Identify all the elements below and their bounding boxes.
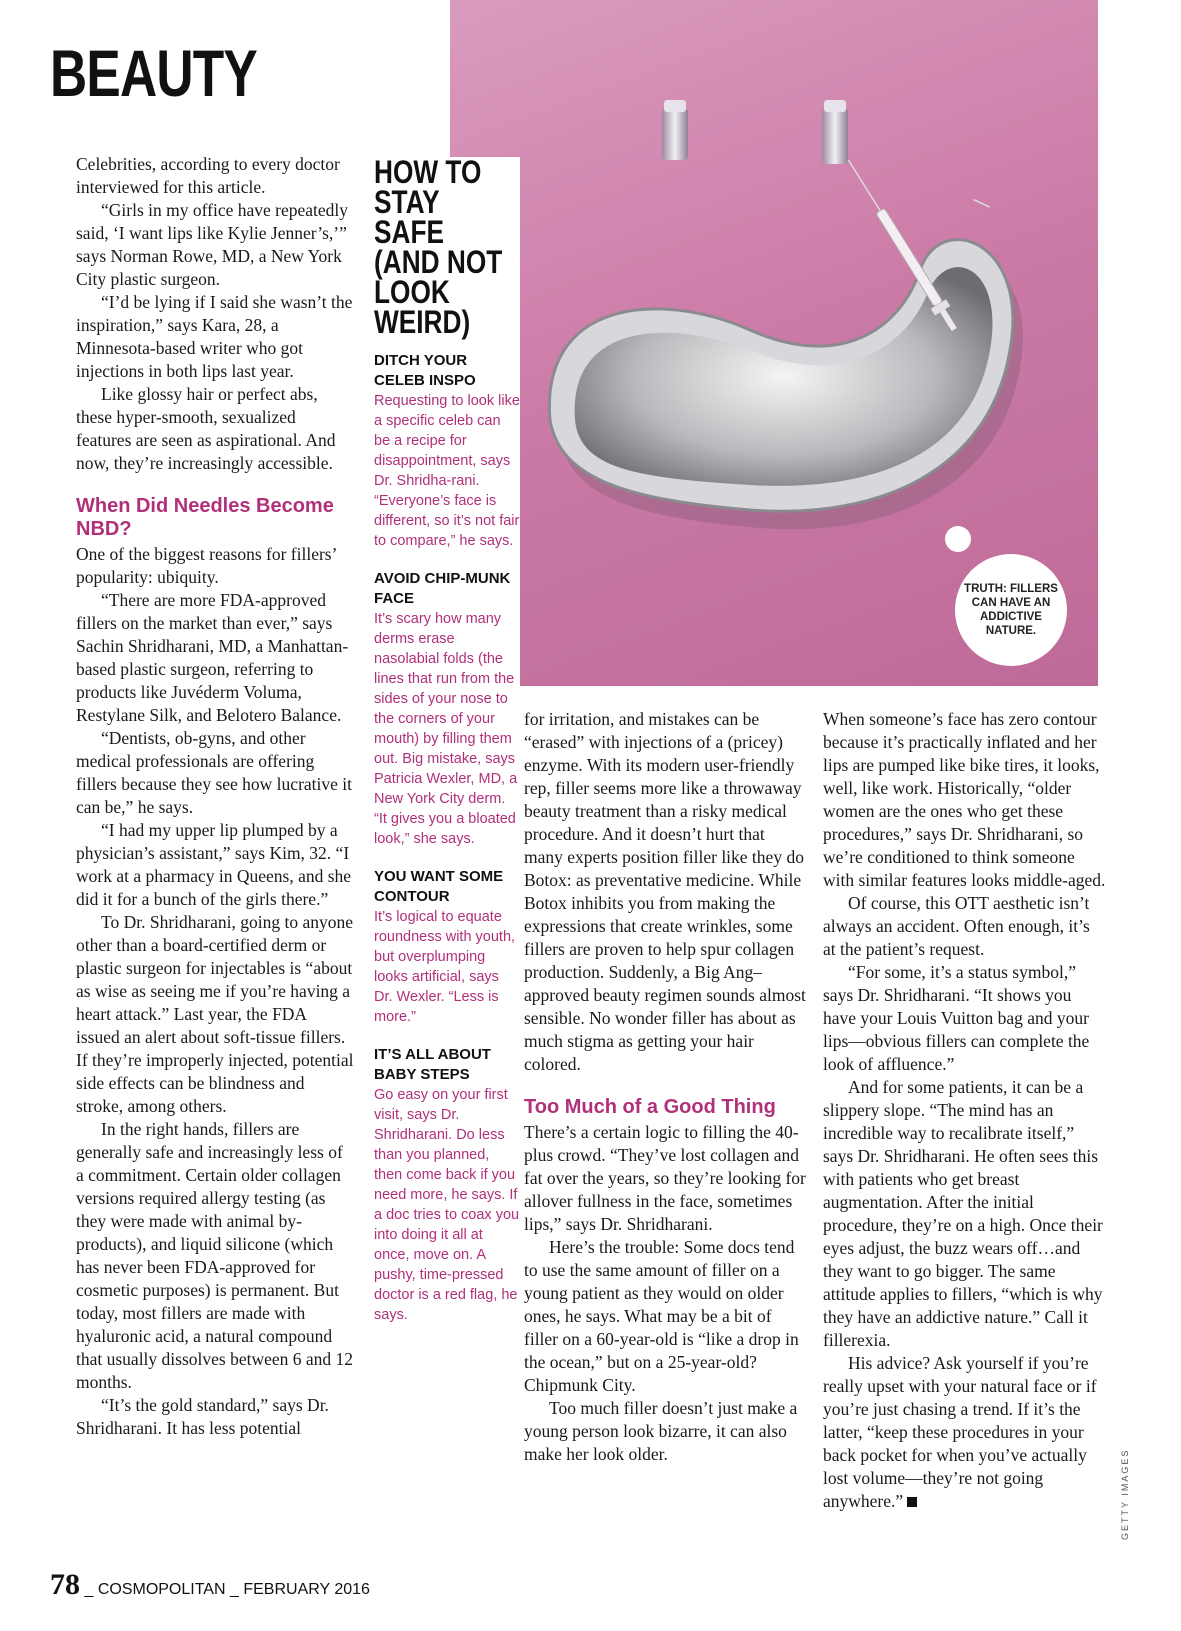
paragraph: “I’d be lying if I said she wasn’t the inspiration,” says Kara, 28, a Minnesota-based writer who got injections in both lips last year.: [76, 292, 353, 381]
vial-left: [662, 100, 688, 160]
article-column-4: [823, 708, 1106, 1513]
subheading: Too Much of a Good Thing: [524, 1096, 776, 1118]
paragraph: Here’s the trouble: Some docs tend to use the same amount of filler on a young patient as they would on older ones, he says. What may be a bit of filler on a 60-year-old is “like a drop in the ocean,” but on a 25-year-old? Chipmunk City.: [524, 1237, 799, 1395]
end-mark: [907, 1497, 917, 1507]
paragraph: In the right hands, fillers are generally safe and increasingly less of a commitment. Certain older collagen versions required allergy testing (as they were made with animal by-products), and liquid silicone (which has never been FDA-approved for cosmetic purposes) is permanent. But today, most fillers are made with hyaluronic acid, a natural compound that usually dissolves between 6 and 12 months.: [76, 1119, 354, 1392]
sidebar-item-heading: IT’S ALL ABOUT BABY STEPS: [374, 1046, 491, 1083]
paragraph: To Dr. Shridharani, going to anyone other than a board-certified derm or plastic surgeon for injectables is “about as wise as seeing me if you’re having a heart attack.” Last year, the FDA issued an alert about soft-tissue fillers. If they’re improperly injected, potential side effects can be blindness and stroke, among others.: [76, 912, 354, 1116]
article-column-3: [524, 708, 807, 1466]
sidebar-item-body: It’s scary how many derms erase nasolabial folds (the lines that run from the sides of your nose to the corners of your mouth) by filling them out. Big mistake, says Patricia Wexler, MD, a New York City derm. “It gives you a bloated look,” she says.: [374, 611, 518, 847]
sidebar-item-heading: AVOID CHIP-MUNK FACE: [374, 570, 511, 607]
sidebar-item-heading: DITCH YOUR CELEB INSPO: [374, 352, 476, 389]
paragraph: Celebrities, according to every doctor interviewed for this article.: [76, 154, 340, 197]
sidebar-title: HOW TO STAY SAFE (AND NOT LOOK WEIRD): [374, 154, 503, 340]
sidebar-item-body: Requesting to look like a specific celeb can be a recipe for disappointment, says Dr. Shridha-rani. “Everyone’s face is different, so it’s not fair to compare,” he says.: [374, 393, 520, 549]
paragraph: “I had my upper lip plumped by a physician’s assistant,” says Kim, 32. “I work at a pharmacy in Queens, and she did it for a bunch of the girls there.”: [76, 820, 352, 909]
folio-separator: _: [84, 1581, 94, 1598]
article-column-1: [76, 153, 354, 1440]
paragraph: Of course, this OTT aesthetic isn’t always an accident. Often enough, it’s at the patient’s request.: [823, 893, 1090, 959]
callout-thought-dot: [945, 526, 971, 552]
page-number: 78: [50, 1568, 80, 1601]
folio: [50, 1568, 370, 1602]
paragraph: “Girls in my office have repeatedly said, ‘I want lips like Kylie Jenner’s,’” says Norman Rowe, MD, a New York City plastic surgeon.: [76, 200, 349, 289]
vial-right: [822, 100, 848, 164]
photo-credit: GETTY IMAGES: [1120, 1448, 1130, 1540]
sidebar-item-body: It’s logical to equate roundness with youth, but overplumping looks artificial, says Dr. Wexler. “Less is more.”: [374, 909, 516, 1025]
paragraph: “Dentists, ob-gyns, and other medical professionals are offering fillers because they see how lucrative it can be,” he says.: [76, 728, 353, 817]
paragraph: “There are more FDA-approved fillers on the market than ever,” says Sachin Shridharani, MD, a Manhattan-based plastic surgeon, referring to products like Juvéderm Voluma, Restylane Silk, and Belotero Balance.: [76, 590, 349, 725]
paragraph: When someone’s face has zero contour because it’s practically inflated and her lips are pumped like bike tires, it looks, well, like work. Historically, “older women are the ones who get these procedures,” says Dr. Shridharani, so we’re conditioned to think someone with similar features looks middle-aged.: [823, 709, 1106, 890]
paragraph: “For some, it’s a status symbol,” says Dr. Shridharani. “It shows you have your Louis Vuitton bag and your lips—obvious fillers can complete the look of affluence.”: [823, 962, 1090, 1074]
issue-date: FEBRUARY 2016: [243, 1581, 370, 1598]
paragraph-text: His advice? Ask yourself if you’re really upset with your natural face or if you’re just chasing a trend. If it’s the latter, “keep these procedures in your back pocket for when you’ve actually lost volume—they’re not going anywhere.”: [823, 1353, 1097, 1511]
paragraph: And for some patients, it can be a slippery slope. “The mind has an incredible way to recalibrate itself,” says Dr. Shridharani. He often sees this with patients who get breast augmentation. After the initial procedure, they’re on a high. Once their eyes adjust, the buzz wears off…and they want to go bigger. The same attitude applies to fillers, “which is why they have an addictive nature.” Call it fillerexia.: [823, 1077, 1103, 1350]
paragraph: for irritation, and mistakes can be “erased” with injections of a (pricey) enzyme. With its modern user-friendly rep, filler seems more like a throwaway beauty treatment than a risky medical procedure. And it doesn’t hurt that many experts position filler like they do Botox: as preventative medicine. While Botox inhibits you from making the expressions that create wrinkles, some fillers are proven to help spur collagen production. Suddenly, a Big Ang–approved beauty regimen sounds almost sensible. No wonder filler has about as much stigma as getting your hair colored.: [524, 709, 806, 1074]
paragraph: “It’s the gold standard,” says Dr. Shridharani. It has less potential: [76, 1395, 329, 1438]
truth-callout: TRUTH: FILLERS CAN HAVE AN ADDICTIVE NATURE.: [955, 554, 1067, 666]
folio-separator: _: [229, 1581, 239, 1598]
section-title: BEAUTY: [50, 36, 257, 110]
paragraph: Like glossy hair or perfect abs, these hyper-smooth, sexualized features are seen as aspirational. And now, they’re increasingly accessible.: [76, 384, 336, 473]
sidebar-item-body: Go easy on your first visit, says Dr. Shridharani. Do less than you planned, then come back if you need more, he says. If a doc tries to coax you into doing it all at once, move on. A pushy, time-pressed doctor is a red flag, he says.: [374, 1087, 520, 1323]
safety-sidebar: [364, 154, 520, 1343]
paragraph: One of the biggest reasons for fillers’ popularity: ubiquity.: [76, 544, 337, 587]
paragraph: [823, 1352, 1106, 1513]
paragraph: Too much filler doesn’t just make a young person look bizarre, it can also make her look older.: [524, 1398, 798, 1464]
magazine-name: COSMOPOLITAN: [97, 1581, 226, 1598]
sidebar-item-heading: YOU WANT SOME CONTOUR: [374, 868, 504, 905]
paragraph: There’s a certain logic to filling the 40-plus crowd. “They’ve lost collagen and fat over the years, so they’re looking for allover fullness in the face, sometimes lips,” says Dr. Shridharani.: [524, 1122, 806, 1234]
subheading: When Did Needles Become NBD?: [76, 495, 334, 540]
